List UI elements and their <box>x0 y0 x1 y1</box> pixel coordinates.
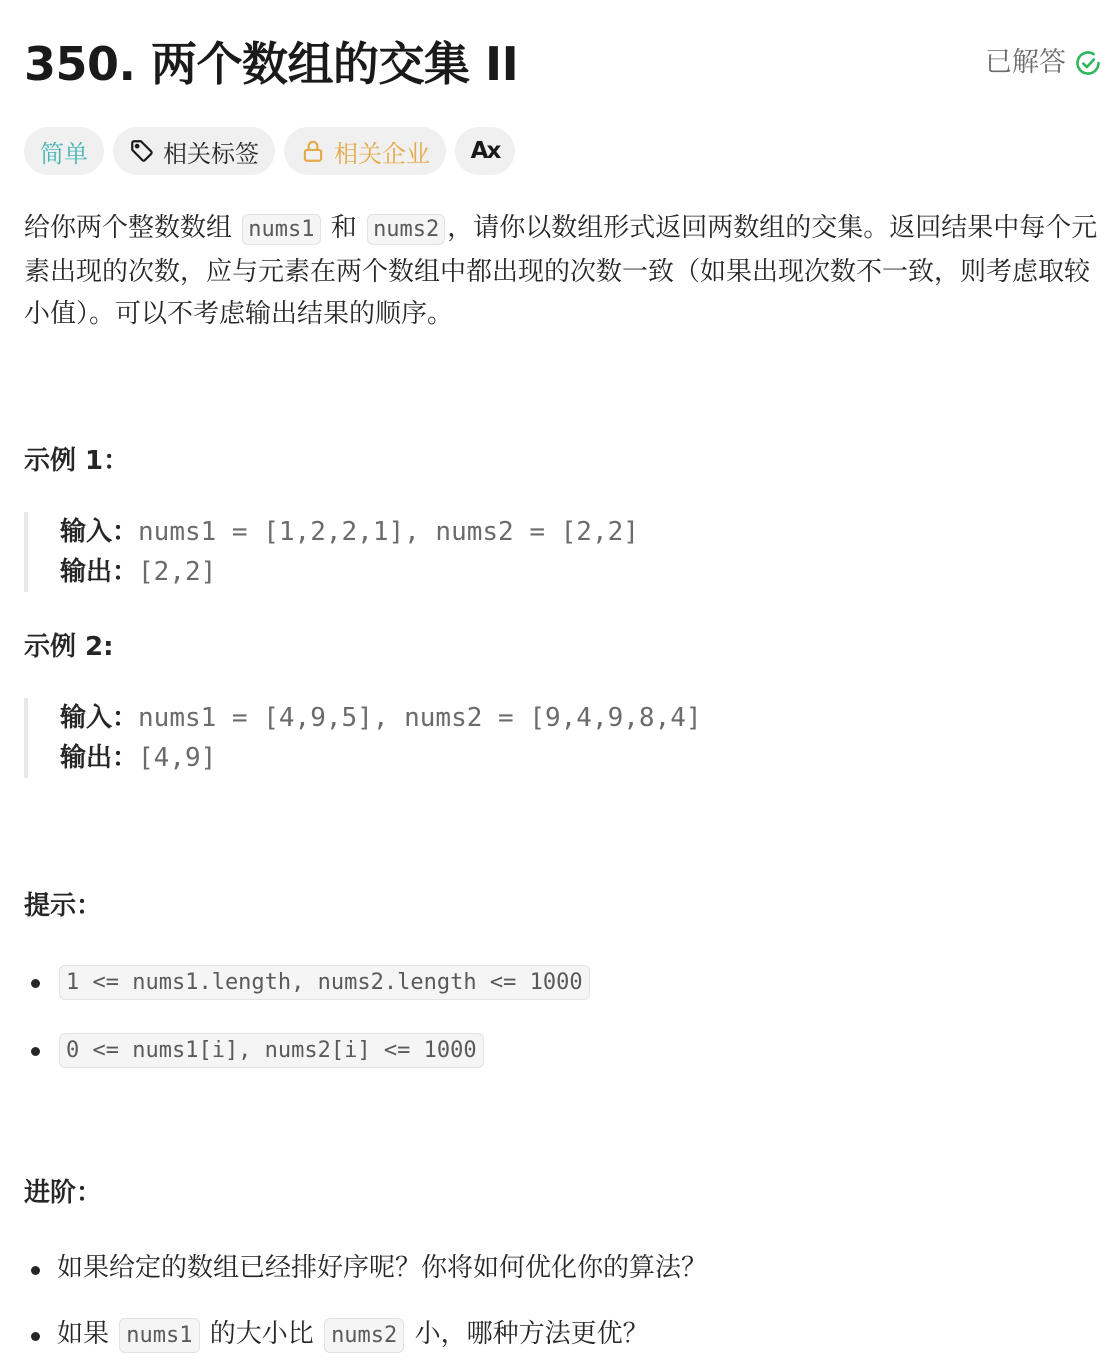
example-1-heading: 示例 1： <box>24 446 130 476</box>
input-value: nums1 = [1,2,2,1], nums2 = [2,2] <box>138 517 639 547</box>
title-row <box>24 34 1102 94</box>
related-companies-label: 相关企业 <box>334 139 430 168</box>
difficulty-badge[interactable] <box>24 127 104 175</box>
difficulty-label: 简单 <box>40 139 88 168</box>
output-value: [2,2] <box>138 557 217 587</box>
related-topics-button[interactable] <box>113 127 275 175</box>
inline-code: nums2 <box>324 1318 404 1353</box>
example-2-heading: 示例 2: <box>24 632 114 662</box>
description-text: 和 <box>330 213 357 243</box>
input-value: nums1 = [4,9,5], nums2 = [9,4,9,8,4] <box>138 703 702 733</box>
description-text: ，请你以数组形式返回两数组的交集。返回结果中每个元素出现的次数，应与元素在两个数组中都出现的次数一致（如果出现次数不一致，则考虑取较小值）。可以不考虑输出结果的顺序。 <box>24 213 1098 329</box>
solved-status <box>985 46 1102 80</box>
solved-status-label: 已解答 <box>985 47 1066 78</box>
follow-up-heading: 进阶： <box>24 1178 103 1208</box>
follow-up-text: 的大小比 <box>209 1319 314 1349</box>
constraint-item <box>24 961 592 1003</box>
tag-bar <box>24 127 515 175</box>
inline-code: nums1 <box>119 1318 199 1353</box>
check-circle-icon <box>1074 49 1102 77</box>
problem-description <box>24 207 1102 335</box>
inline-code: nums2 <box>367 214 445 245</box>
lock-icon <box>300 138 326 164</box>
related-companies-button[interactable] <box>284 127 446 175</box>
follow-up-item <box>24 1248 707 1288</box>
input-label: 输入： <box>60 517 139 547</box>
translate-icon: Ax <box>470 138 500 164</box>
constraint-item <box>24 1029 592 1071</box>
output-label: 输出： <box>60 557 139 587</box>
description-text: 给你两个整数数组 <box>24 213 233 243</box>
follow-up-list <box>24 1248 707 1356</box>
example-2-output <box>60 738 1024 778</box>
output-label: 输出： <box>60 743 139 773</box>
tag-icon <box>129 138 155 164</box>
inline-code: nums1 <box>242 214 320 245</box>
translate-button[interactable] <box>455 127 515 175</box>
page-title: 350. 两个数组的交集 II <box>24 37 519 91</box>
constraints-list <box>24 961 592 1071</box>
example-1-output <box>60 552 1024 592</box>
follow-up-item <box>24 1314 707 1356</box>
example-1-block <box>24 512 1024 592</box>
follow-up-text: 小，哪种方法更优？ <box>414 1319 649 1349</box>
input-label: 输入： <box>60 703 139 733</box>
follow-up-text: 如果给定的数组已经排好序呢？你将如何优化你的算法？ <box>57 1253 708 1283</box>
example-1-input <box>60 512 1024 552</box>
example-2-input <box>60 698 1024 738</box>
example-2-block <box>24 698 1024 778</box>
follow-up-text: 如果 <box>57 1319 110 1349</box>
related-topics-label: 相关标签 <box>163 139 259 168</box>
output-value: [4,9] <box>138 743 217 773</box>
constraints-heading: 提示： <box>24 891 103 921</box>
constraint-code: 0 <= nums1[i], nums2[i] <= 1000 <box>59 1033 484 1068</box>
constraint-code: 1 <= nums1.length, nums2.length <= 1000 <box>59 965 590 1000</box>
